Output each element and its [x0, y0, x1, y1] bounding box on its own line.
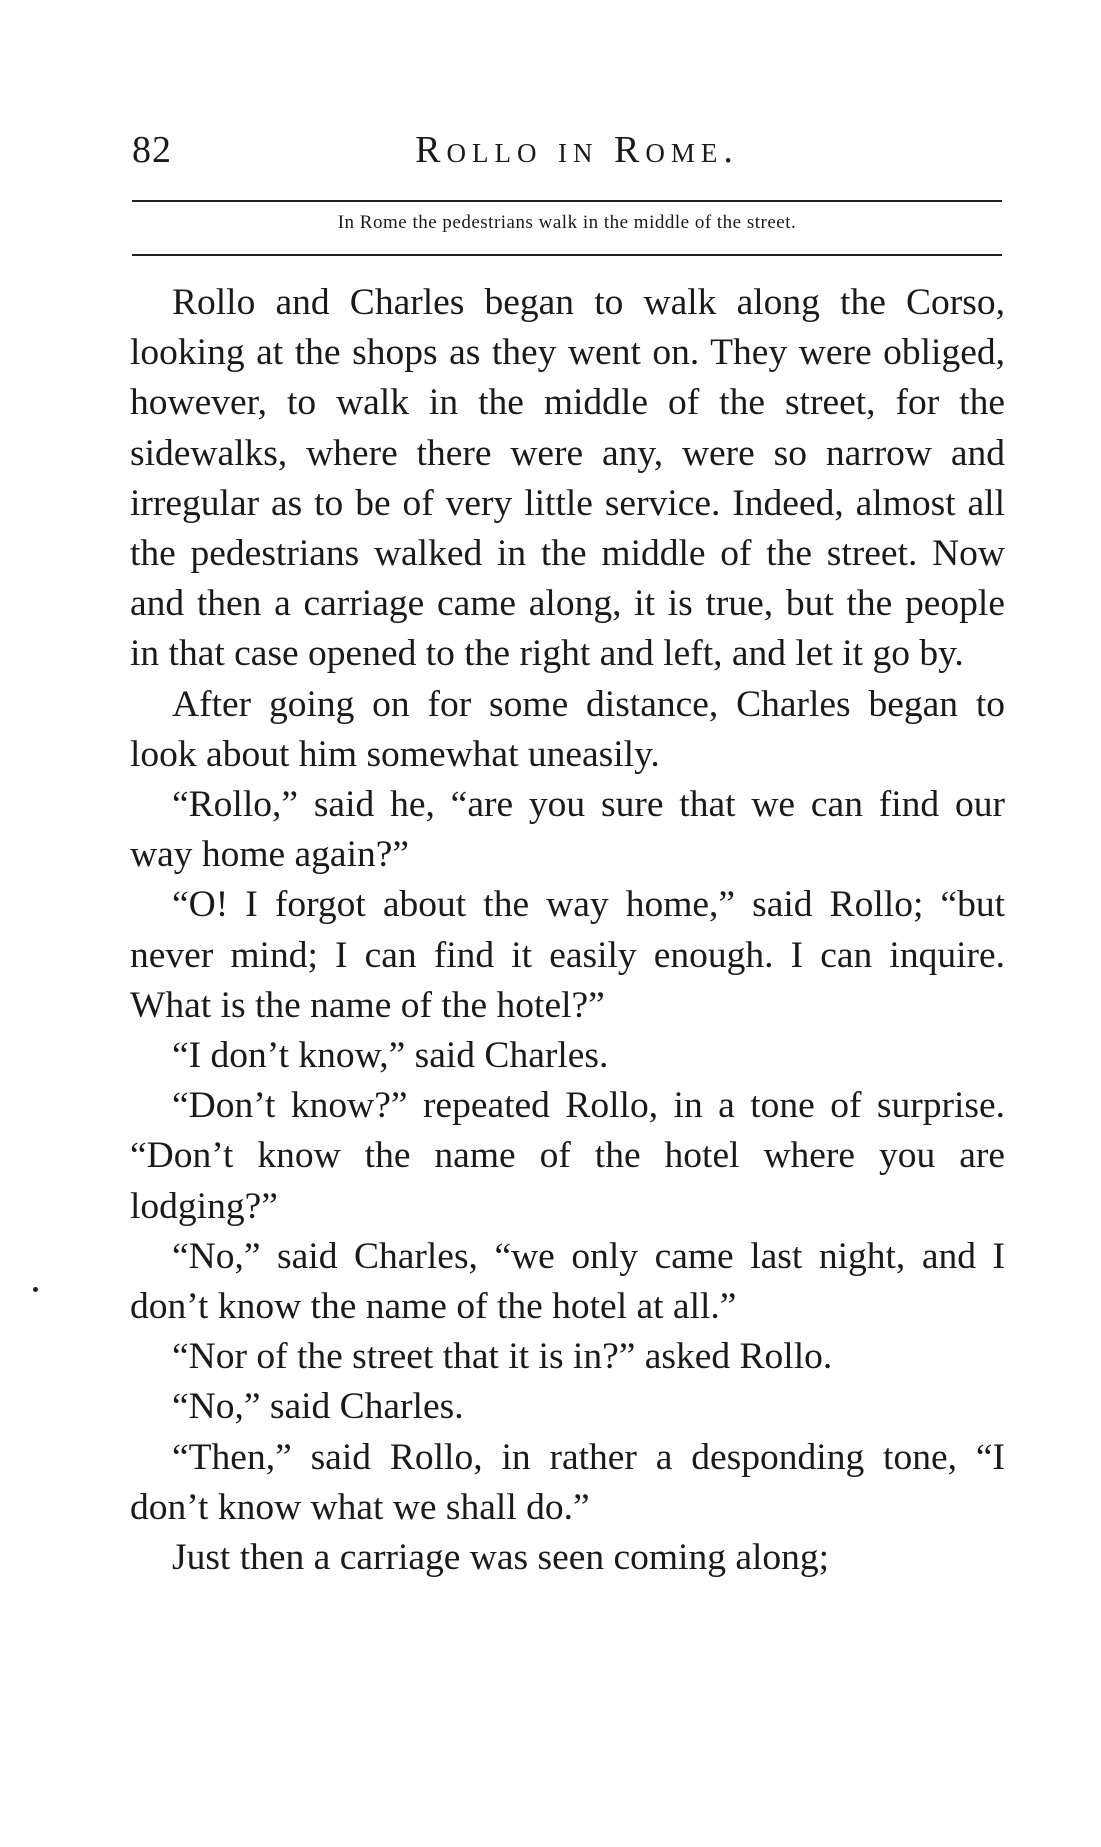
paragraph: “Rollo,” said he, “are you sure that we can find our way home again?” [130, 784, 1005, 876]
paragraph: “Nor of the street that it is in?” asked Rollo. [172, 1336, 833, 1378]
paragraph: Just then a carriage was seen coming along; [172, 1537, 830, 1579]
paragraph: “Don’t know?” repeated Rollo, in a tone of surprise. “Don’t know the name of the hotel where you are lodging?” [130, 1085, 1005, 1227]
paragraph: Rollo and Charles began to walk along the Corso, looking at the shops as they went on. They were obliged, however, to walk in the middle of the street, for the sidewalks, where there were any, were so narrow and irregular as to be of very little service. Indeed, almost all the pedestrians walked in the middle of the street. Now and then a carriage came along, it is true, but the people in that case opened to the right and left, and let it go by. [130, 282, 1005, 675]
header-rule-top [132, 200, 1002, 202]
margin-speck [33, 1287, 38, 1292]
paragraph: “I don’t know,” said Charles. [172, 1035, 609, 1077]
running-head [132, 128, 1002, 178]
book-title: Rollo in Rome. [415, 129, 739, 171]
paragraph: “O! I forgot about the way home,” said Rollo; “but never mind; I can find it easily enough. I can inquire. What is the name of the hotel?” [130, 884, 1005, 1026]
body-text [130, 278, 1005, 1583]
paragraph: “No,” said Charles, “we only came last night, and I don’t know the name of the hotel at all.” [130, 1235, 1005, 1328]
chapter-subheading: In Rome the pedestrians walk in the middle of the street. [337, 212, 797, 233]
paragraph: “Then,” said Rollo, in rather a desponding tone, “I don’t know what we shall do.” [130, 1436, 1005, 1528]
header-rule-bottom [132, 254, 1002, 256]
page-number: 82 [132, 129, 172, 171]
paragraph: After going on for some distance, Charles began to look about him somewhat uneasily. [130, 683, 1005, 775]
paragraph: “No,” said Charles. [172, 1386, 464, 1428]
